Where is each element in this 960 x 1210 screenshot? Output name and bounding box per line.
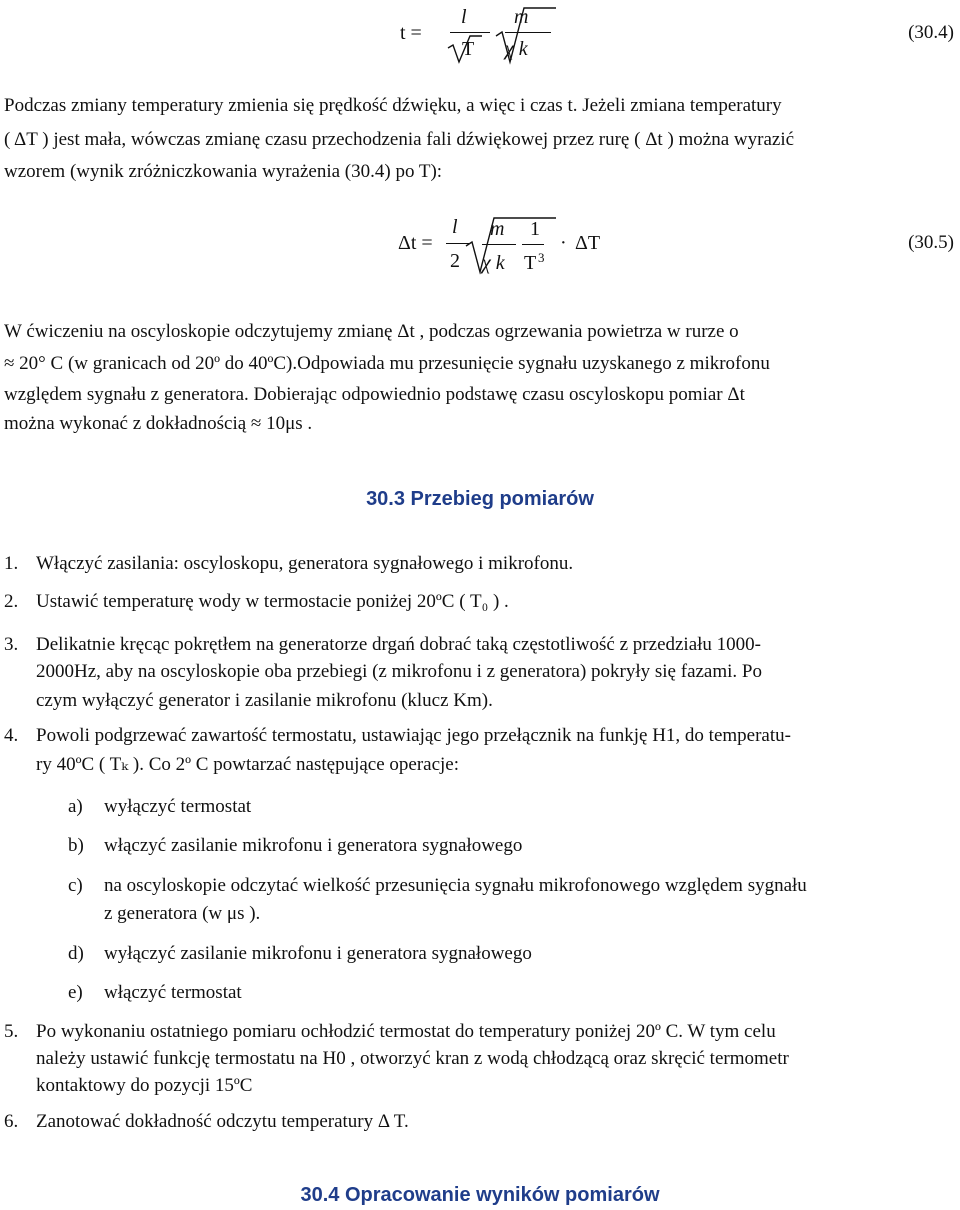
list-item bbox=[4, 634, 761, 656]
eq-dot: · bbox=[560, 232, 567, 254]
item-label: e) bbox=[68, 982, 83, 1003]
eq-inner-denominator: χ k bbox=[482, 252, 505, 274]
item-label: b) bbox=[68, 835, 84, 856]
item-text-continued: ry 40ºC ( Tₖ ). Co 2º C powtarzać następujące operacje: bbox=[36, 754, 460, 775]
item-label: d) bbox=[68, 943, 84, 964]
item-number: 6. bbox=[4, 1111, 19, 1132]
eq-inner-numerator: m bbox=[514, 6, 529, 28]
eq-inner-denominator-2: T bbox=[524, 252, 537, 274]
equation-number: (30.4) bbox=[908, 22, 954, 43]
eq-numerator: l bbox=[452, 216, 458, 238]
list-item bbox=[4, 725, 791, 747]
item-number: 3. bbox=[4, 634, 19, 655]
eq-exponent: 3 bbox=[538, 250, 545, 265]
fraction-bar bbox=[482, 244, 516, 245]
list-item bbox=[4, 553, 573, 575]
item-number: 4. bbox=[4, 725, 19, 746]
eq-lhs: Δt = bbox=[398, 232, 433, 254]
list-item bbox=[68, 875, 807, 897]
list-item bbox=[4, 591, 509, 613]
eq-lhs: t = bbox=[400, 22, 422, 44]
text-line: Podczas zmiany temperatury zmienia się prędkość dźwięku, a więc i czas t. Jeżeli zmiana temperatury bbox=[4, 95, 782, 116]
eq-inner-denominator: χ k bbox=[505, 38, 528, 60]
item-text: Ustawić temperaturę wody w termostacie poniżej 20ºC ( T₀ ) . bbox=[36, 591, 509, 612]
fraction-bar bbox=[505, 32, 551, 33]
item-text-continued: 2000Hz, aby na oscyloskopie oba przebiegi (z mikrofonu i z generatora) pokryły się fazami. Po bbox=[36, 661, 762, 682]
item-number: 1. bbox=[4, 553, 19, 574]
item-text-continued: czym wyłączyć generator i zasilanie mikrofonu (klucz Km). bbox=[36, 690, 493, 711]
list-item bbox=[68, 835, 522, 857]
eq-denominator: 2 bbox=[450, 250, 460, 272]
item-label: c) bbox=[68, 875, 83, 896]
list-item bbox=[68, 796, 251, 818]
item-text: wyłączyć termostat bbox=[104, 796, 252, 817]
item-text-continued: należy ustawić funkcję termostatu na H0 , otworzyć kran z wodą chłodzącą oraz skręcić termometr bbox=[36, 1048, 789, 1069]
eq-rhs: ΔT bbox=[575, 232, 601, 254]
list-item bbox=[4, 1111, 409, 1133]
item-text: Włączyć zasilania: oscyloskopu, generatora sygnałowego i mikrofonu. bbox=[36, 553, 574, 574]
item-number: 2. bbox=[4, 591, 19, 612]
item-text: włączyć zasilanie mikrofonu i generatora sygnałowego bbox=[104, 835, 523, 856]
item-text-continued: z generatora (w μs ). bbox=[104, 903, 261, 924]
text-line: ( ΔT ) jest mała, wówczas zmianę czasu przechodzenia fali dźwiękowej przez rurę ( Δt ) można wyrazić bbox=[4, 129, 795, 150]
item-text: Powoli podgrzewać zawartość termostatu, ustawiając jego przełącznik na funkję H1, do temperatu- bbox=[36, 725, 791, 746]
eq-inner-numerator-2: 1 bbox=[530, 218, 540, 240]
eq-inner-numerator: m bbox=[490, 218, 505, 240]
item-number: 5. bbox=[4, 1021, 19, 1042]
section-heading-next: 30.4 Opracowanie wyników pomiarów bbox=[300, 1184, 660, 1206]
text-line: względem sygnału z generatora. Dobierając odpowiednio podstawę czasu oscyloskopu pomiar Δt bbox=[4, 384, 745, 405]
eq-denominator: T bbox=[462, 38, 475, 60]
item-text: wyłączyć zasilanie mikrofonu i generatora sygnałowego bbox=[104, 943, 532, 964]
item-label: a) bbox=[68, 796, 83, 817]
item-text: na oscyloskopie odczytać wielkość przesunięcia sygnału mikrofonowego względem sygnału bbox=[104, 875, 807, 896]
eq-numerator: l bbox=[461, 6, 467, 28]
item-text: Delikatnie kręcąc pokrętłem na generatorze drgań dobrać taką częstotliwość z przedziału 1000- bbox=[36, 634, 761, 655]
text-line: wzorem (wynik zróżniczkowania wyrażenia (30.4) po T): bbox=[4, 161, 443, 182]
item-text: włączyć termostat bbox=[104, 982, 242, 1003]
section-heading: 30.3 Przebieg pomiarów bbox=[366, 488, 594, 510]
list-item bbox=[68, 982, 242, 1004]
list-item bbox=[4, 1021, 776, 1043]
equation-number: (30.5) bbox=[908, 232, 954, 253]
fraction-bar bbox=[522, 244, 544, 245]
list-item bbox=[68, 943, 532, 965]
item-text-continued: kontaktowy do pozycji 15ºC bbox=[36, 1075, 253, 1096]
text-line: W ćwiczeniu na oscyloskopie odczytujemy zmianę Δt , podczas ogrzewania powietrza w rurze o bbox=[4, 321, 739, 342]
text-line: można wykonać z dokładnością ≈ 10μs . bbox=[4, 413, 313, 434]
item-text: Po wykonaniu ostatniego pomiaru ochłodzić termostat do temperatury poniżej 20º C. W tym celu bbox=[36, 1021, 776, 1042]
item-text: Zanotować dokładność odczytu temperatury Δ T. bbox=[36, 1111, 409, 1132]
text-line: ≈ 20° C (w granicach od 20º do 40ºC).Odpowiada mu przesunięcie sygnału uzyskanego z mikrofonu bbox=[4, 353, 770, 374]
